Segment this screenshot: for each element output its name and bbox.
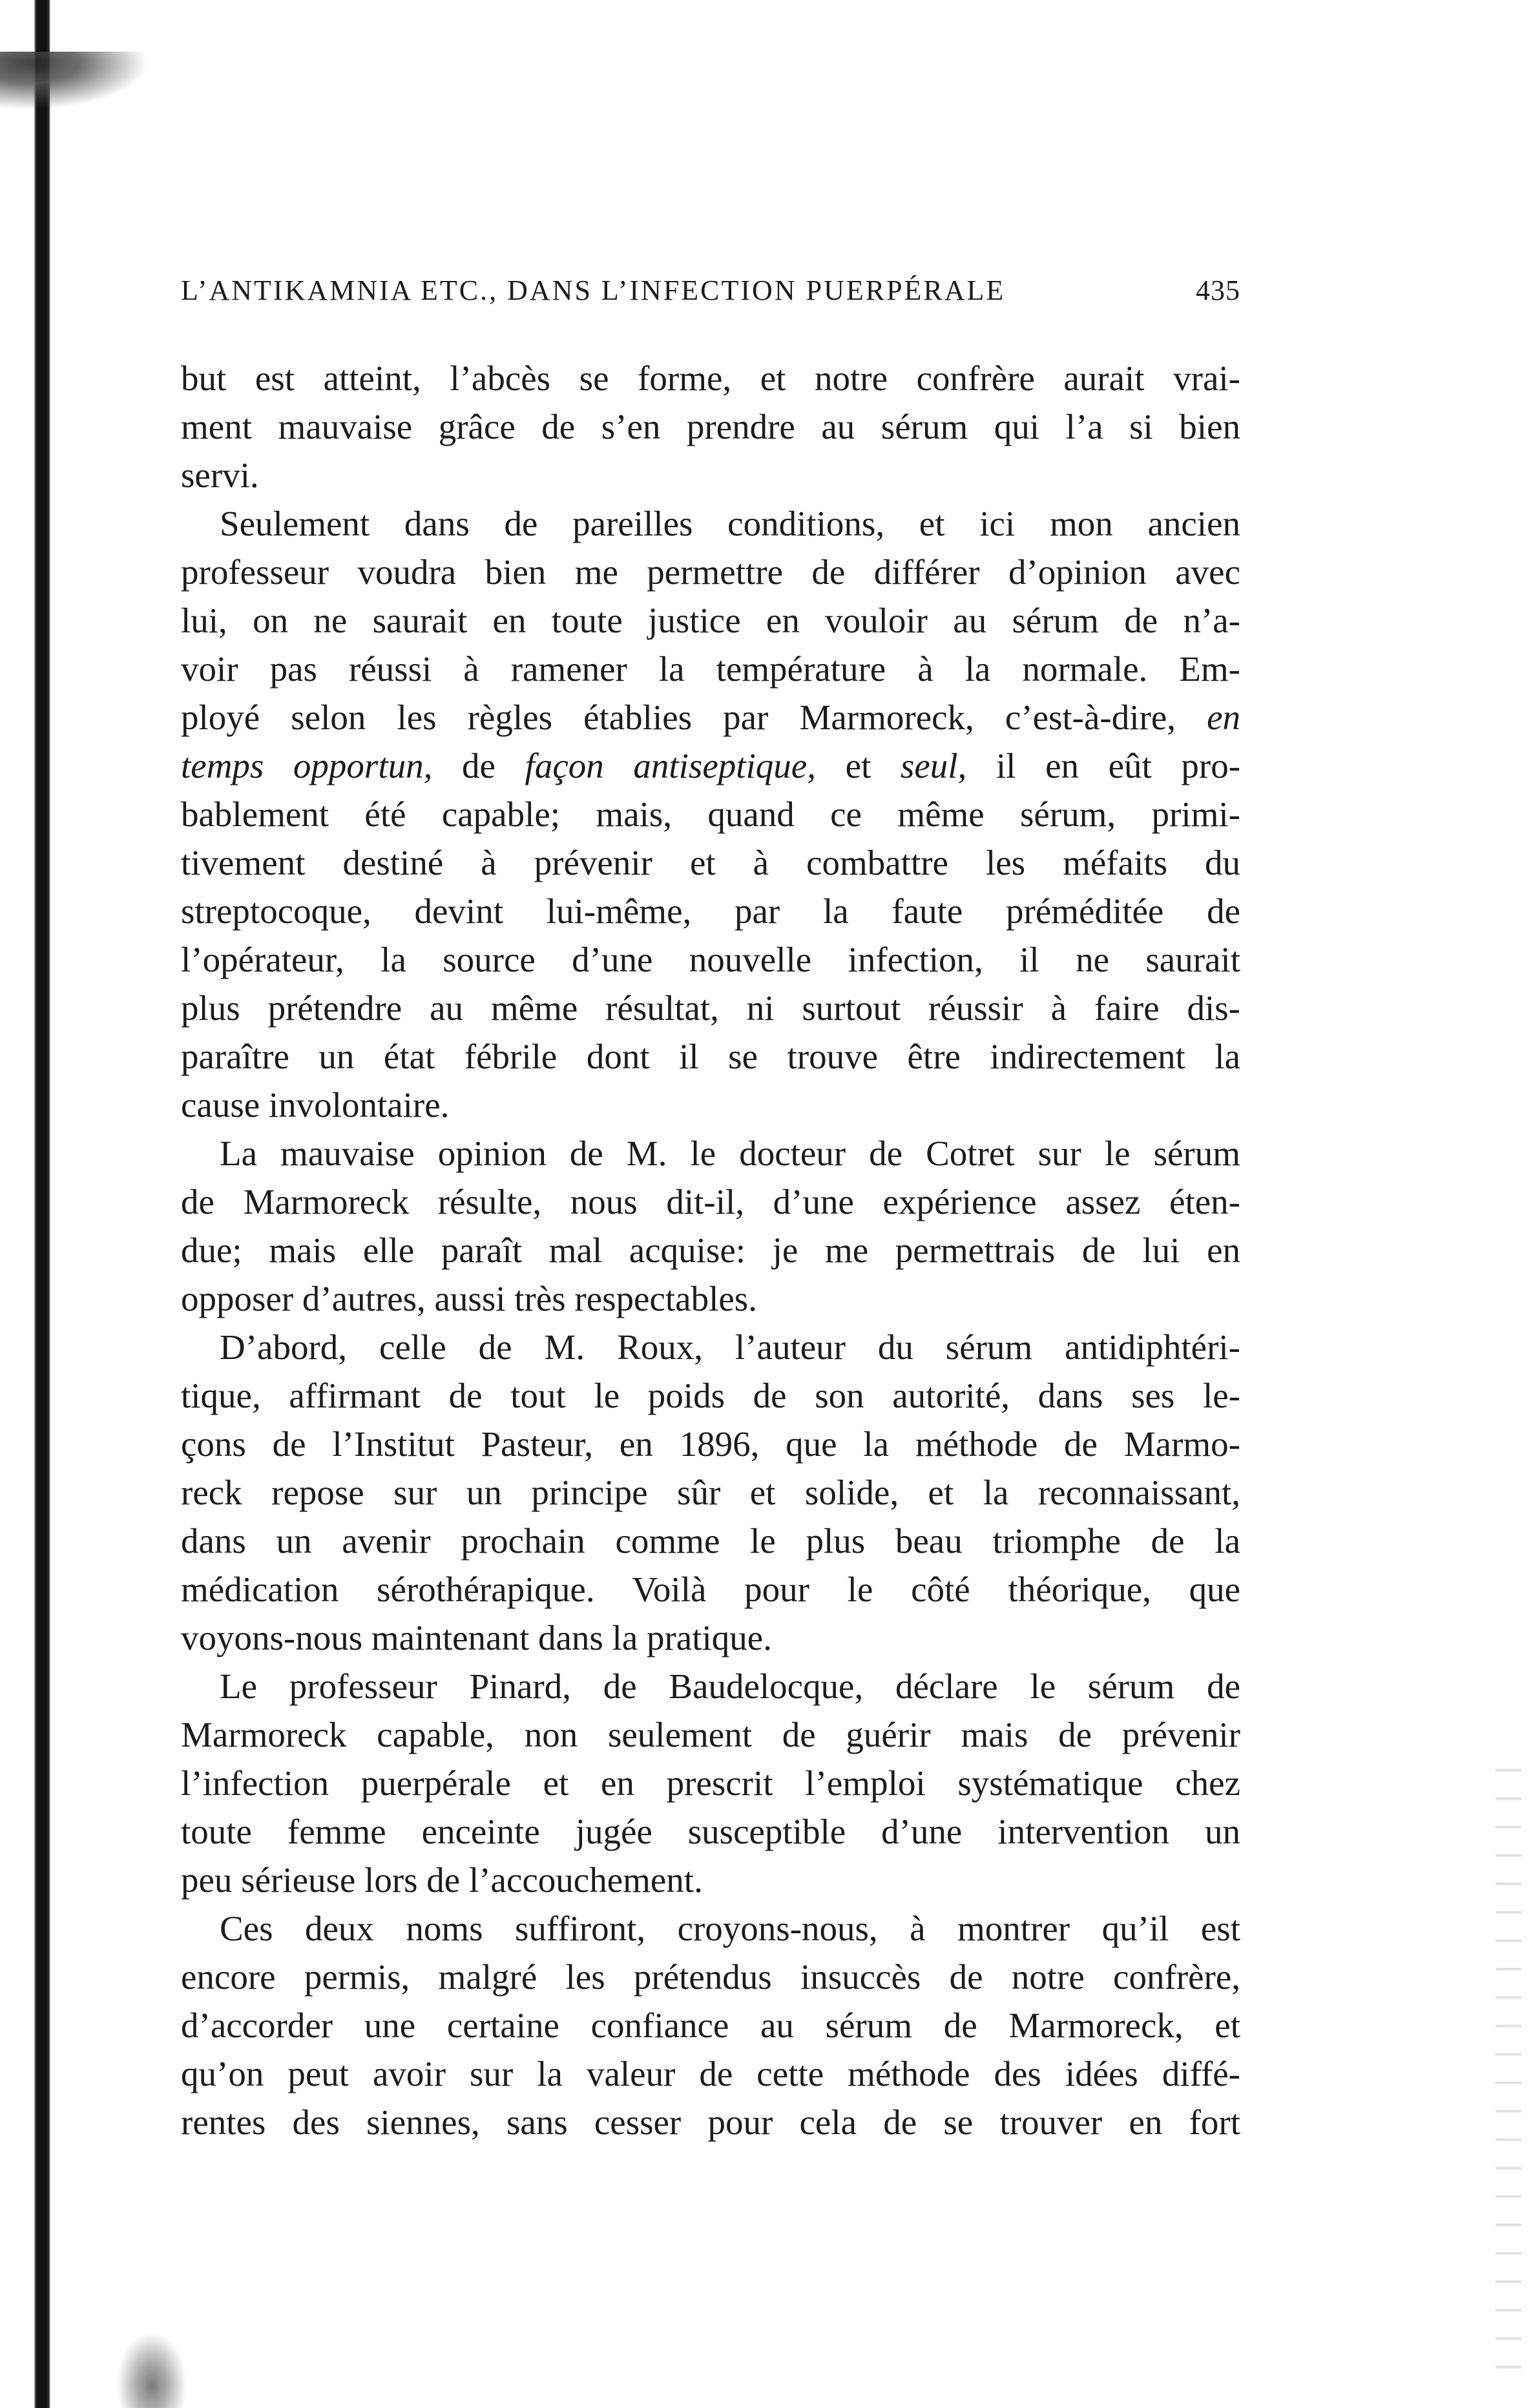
text-line: l’infection puerpérale et en prescrit l’emploi systématique chez [181,1763,1240,1803]
text-line: toute femme enceinte jugée susceptible d’une intervention un [181,1812,1240,1851]
text-line: voir pas réussi à ramener la température à la normale. Em- [181,649,1240,689]
text-line: lui, on ne saurait en toute justice en vouloir au sérum de n’a- [181,601,1240,640]
text-line: D’abord, celle de M. Roux, l’auteur du sérum antidiphtéri- [220,1327,1240,1367]
text-line: çons de l’Institut Pasteur, en 1896, que la méthode de Marmo- [181,1424,1240,1464]
body-text [181,354,1240,2146]
text-line: de Marmoreck résulte, nous dit-il, d’une expérience assez éten- [181,1182,1240,1221]
text-line: but est atteint, l’abcès se forme, et notre confrère aurait vrai- [181,358,1240,398]
text-line: rentes des siennes, sans cesser pour cela de se trouver en fort [181,2102,1240,2142]
text-segment: de [462,746,495,785]
text-line: dans un avenir prochain comme le plus beau triomphe de la [181,1521,1240,1561]
binding-edge [0,0,50,2408]
text-line: due; mais elle paraît mal acquise: je me permettrais de lui en [181,1230,1240,1270]
book-page [181,271,1240,2146]
text-line: plus prétendre au même résultat, ni surtout réussir à faire dis- [181,988,1240,1028]
text-segment: et [845,746,871,785]
text-segment: il en eût pro- [996,746,1241,785]
text-line: peu sérieuse lors de l’accouchement. [181,1860,703,1900]
running-head [181,271,1240,310]
text-line: La mauvaise opinion de M. le docteur de Cotret sur le sérum [220,1134,1240,1173]
running-head-title: L’ANTIKAMNIA ETC., DANS L’INFECTION PUERPÉRALE [181,275,1006,306]
text-line: tivement destiné à prévenir et à combattre les méfaits du [181,843,1240,882]
text-segment: ployé selon les règles établies par Marmoreck, c’est-à-dire, [181,698,1176,737]
text-line [181,693,1240,742]
text-line: d’accorder une certaine confiance au sérum de Marmoreck, et [181,2006,1240,2045]
text-line: Marmoreck capable, non seulement de guérir mais de prévenir [181,1715,1240,1754]
text-line: médication sérothérapique. Voilà pour le côté théorique, que [181,1570,1240,1609]
binding-shadow-top [0,52,149,110]
text-line: Le professeur Pinard, de Baudelocque, déclare le sérum de [220,1666,1240,1706]
text-line: servi. [181,455,259,495]
text-line: encore permis, malgré les prétendus insuccès de notre confrère, [181,1957,1240,1997]
italic-segment: façon antiseptique, [525,746,816,785]
text-line: voyons-nous maintenant dans la pratique. [181,1618,772,1657]
text-line: ment mauvaise grâce de s’en prendre au sérum qui l’a si bien [181,407,1240,446]
text-line: Seulement dans de pareilles conditions, et ici mon ancien [220,504,1240,543]
text-line: l’opérateur, la source d’une nouvelle infection, il ne saurait [181,940,1240,979]
text-line: qu’on peut avoir sur la valeur de cette méthode des idées diffé- [181,2054,1240,2093]
page-number: 435 [1196,275,1240,306]
text-line: opposer d’autres, aussi très respectables. [181,1279,757,1318]
text-line: tique, affirmant de tout le poids de son autorité, dans ses le- [181,1376,1240,1415]
binding-shadow-bottom [116,2332,187,2408]
text-line: Ces deux noms suffiront, croyons-nous, à montrer qu’il est [220,1909,1240,1948]
text-line: streptocoque, devint lui-même, par la faute préméditée de [181,891,1240,931]
text-line: bablement été capable; mais, quand ce même sérum, primi- [181,794,1240,834]
italic-segment: temps opportun, [181,746,433,785]
italic-segment: seul, [900,746,967,785]
text-line: professeur voudra bien me permettre de différer d’opinion avec [181,552,1240,592]
text-line [181,742,1240,790]
text-line: cause involontaire. [181,1085,450,1125]
scan-speckle-right [1496,1744,1521,2390]
text-line: reck repose sur un principe sûr et solide, et la reconnaissant, [181,1473,1240,1512]
text-line: paraître un état fébrile dont il se trouve être indirectement la [181,1037,1240,1076]
italic-segment: en [1207,698,1240,737]
